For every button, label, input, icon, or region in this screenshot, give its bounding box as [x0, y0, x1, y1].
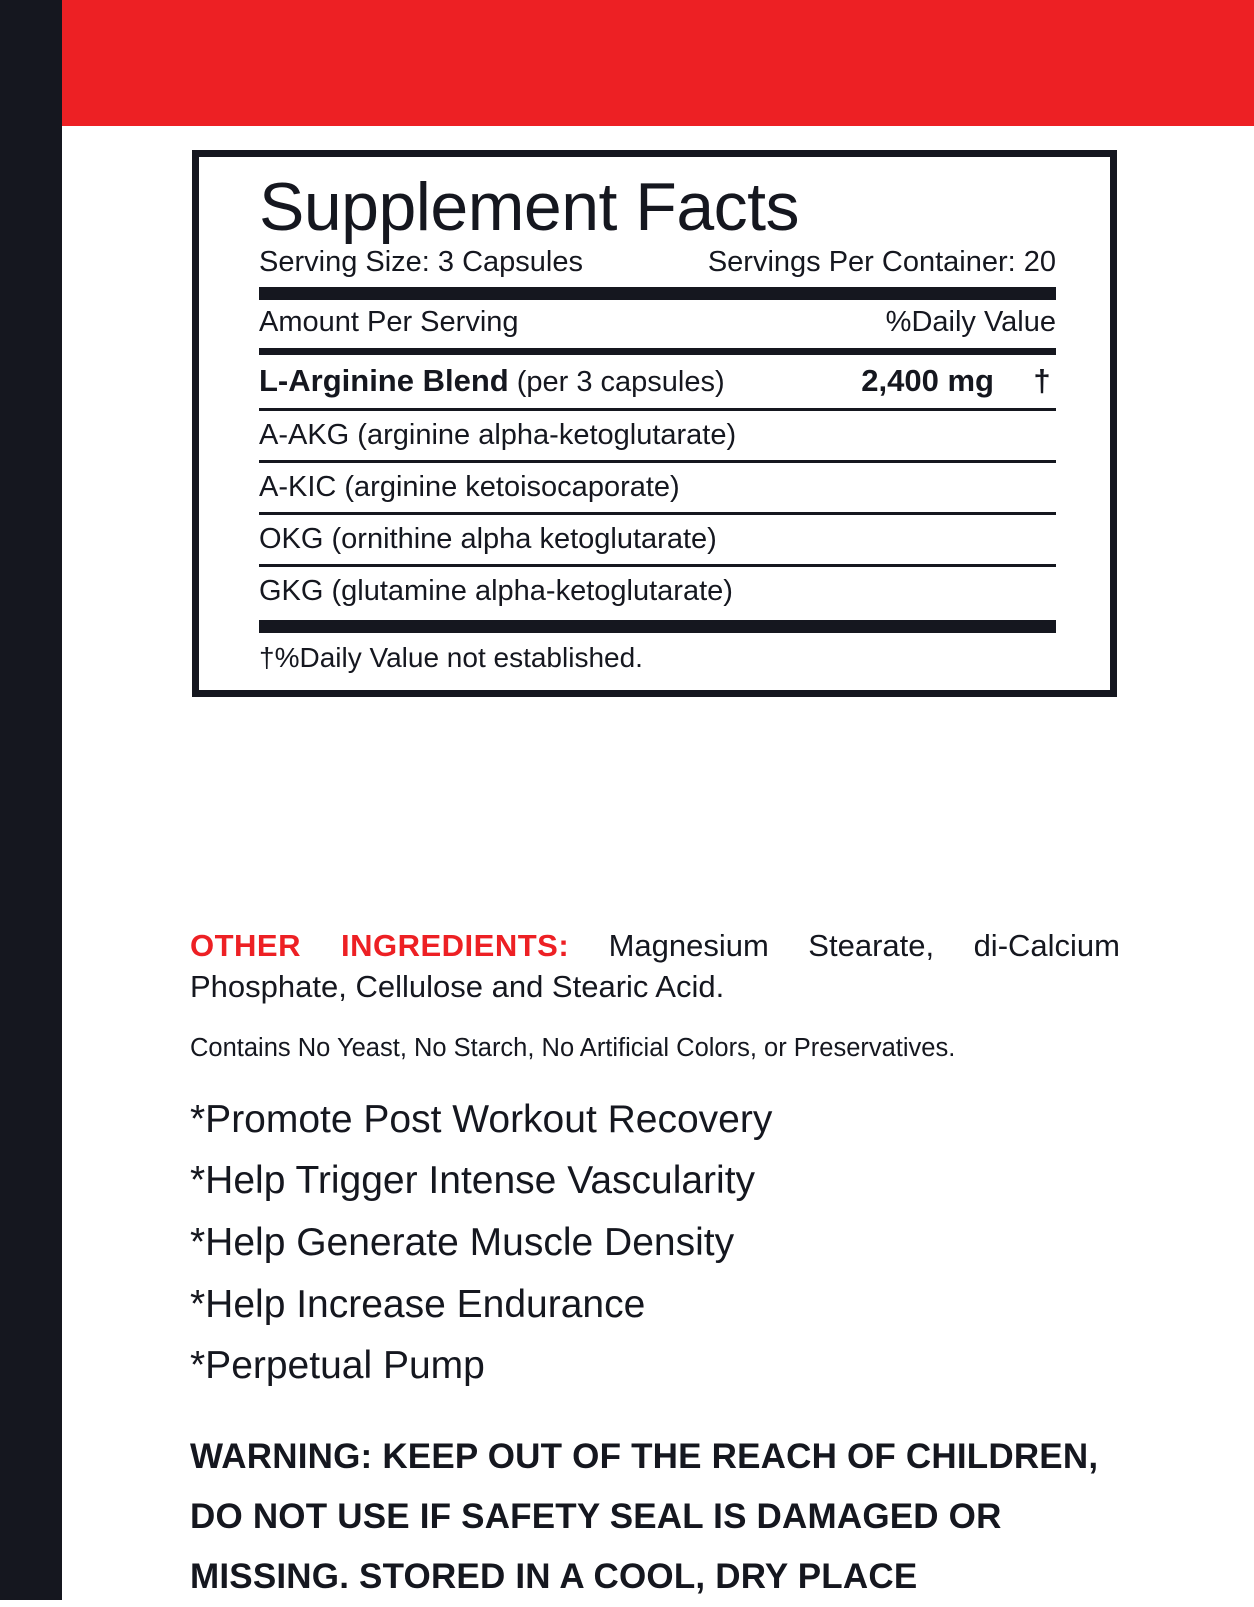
supplement-facts-title: Supplement Facts [259, 169, 800, 245]
benefit-item: *Help Increase Endurance [190, 1282, 646, 1326]
left-black-bar [0, 0, 62, 1600]
rule-under-amount-header [259, 348, 1056, 355]
blend-row [259, 355, 1056, 408]
benefit-item: *Help Generate Muscle Density [190, 1221, 735, 1265]
amount-per-serving-label: Amount Per Serving [259, 306, 519, 339]
ingredient-row: OKG (ornithine alpha ketoglutarate) [259, 523, 717, 556]
ingredient-row: GKG (glutamine alpha-ketoglutarate) [259, 575, 733, 608]
supplement-facts-panel [192, 150, 1117, 697]
benefits-list [190, 1089, 1120, 1397]
blend-name: L-Arginine Blend [259, 363, 509, 399]
daily-value-label: %Daily Value [885, 306, 1056, 339]
other-ingredients-heading: OTHER INGREDIENTS: [190, 928, 570, 963]
blend-daily-value: † [1033, 363, 1051, 399]
label-content [62, 126, 1254, 1600]
other-ingredients-paragraph [190, 926, 1120, 1008]
serving-info-row [259, 246, 1056, 283]
daily-value-footnote: †%Daily Value not established. [259, 642, 643, 674]
rule-thick-top [259, 287, 1056, 300]
ingredient-row: A-KIC (arginine ketoisocaporate) [259, 471, 680, 504]
warning-block [190, 1427, 1120, 1607]
other-ingredients-text: Magnesium Stearate, di-Calcium Phosphate, Cellulose and Stearic Acid. [190, 928, 1120, 1004]
contains-note: Contains No Yeast, No Starch, No Artificial Colors, or Preservatives. [190, 1033, 956, 1062]
ingredient-row: A-AKG (arginine alpha-ketoglutarate) [259, 419, 737, 452]
serving-size: Serving Size: 3 Capsules [259, 246, 583, 279]
servings-per-container: Servings Per Container: 20 [707, 246, 1056, 279]
amount-header-row [259, 300, 1056, 346]
rule-thick-bottom [259, 620, 1056, 633]
blend-qualifier: (per 3 capsules) [516, 366, 725, 399]
warning-line-2: DO NOT USE IF SAFETY SEAL IS DAMAGED OR [190, 1497, 1002, 1537]
top-red-banner [62, 0, 1254, 126]
label-body-copy [190, 926, 1120, 1607]
warning-line-1: WARNING: KEEP OUT OF THE REACH OF CHILDREN, [190, 1436, 1099, 1476]
top-left-black-corner [0, 0, 62, 126]
warning-line-3: MISSING. STORED IN A COOL, DRY PLACE [190, 1557, 918, 1597]
benefit-item: *Perpetual Pump [190, 1344, 485, 1388]
benefit-item: *Help Trigger Intense Vascularity [190, 1159, 756, 1203]
blend-amount: 2,400 mg [861, 363, 994, 399]
benefit-item: *Promote Post Workout Recovery [190, 1097, 773, 1141]
